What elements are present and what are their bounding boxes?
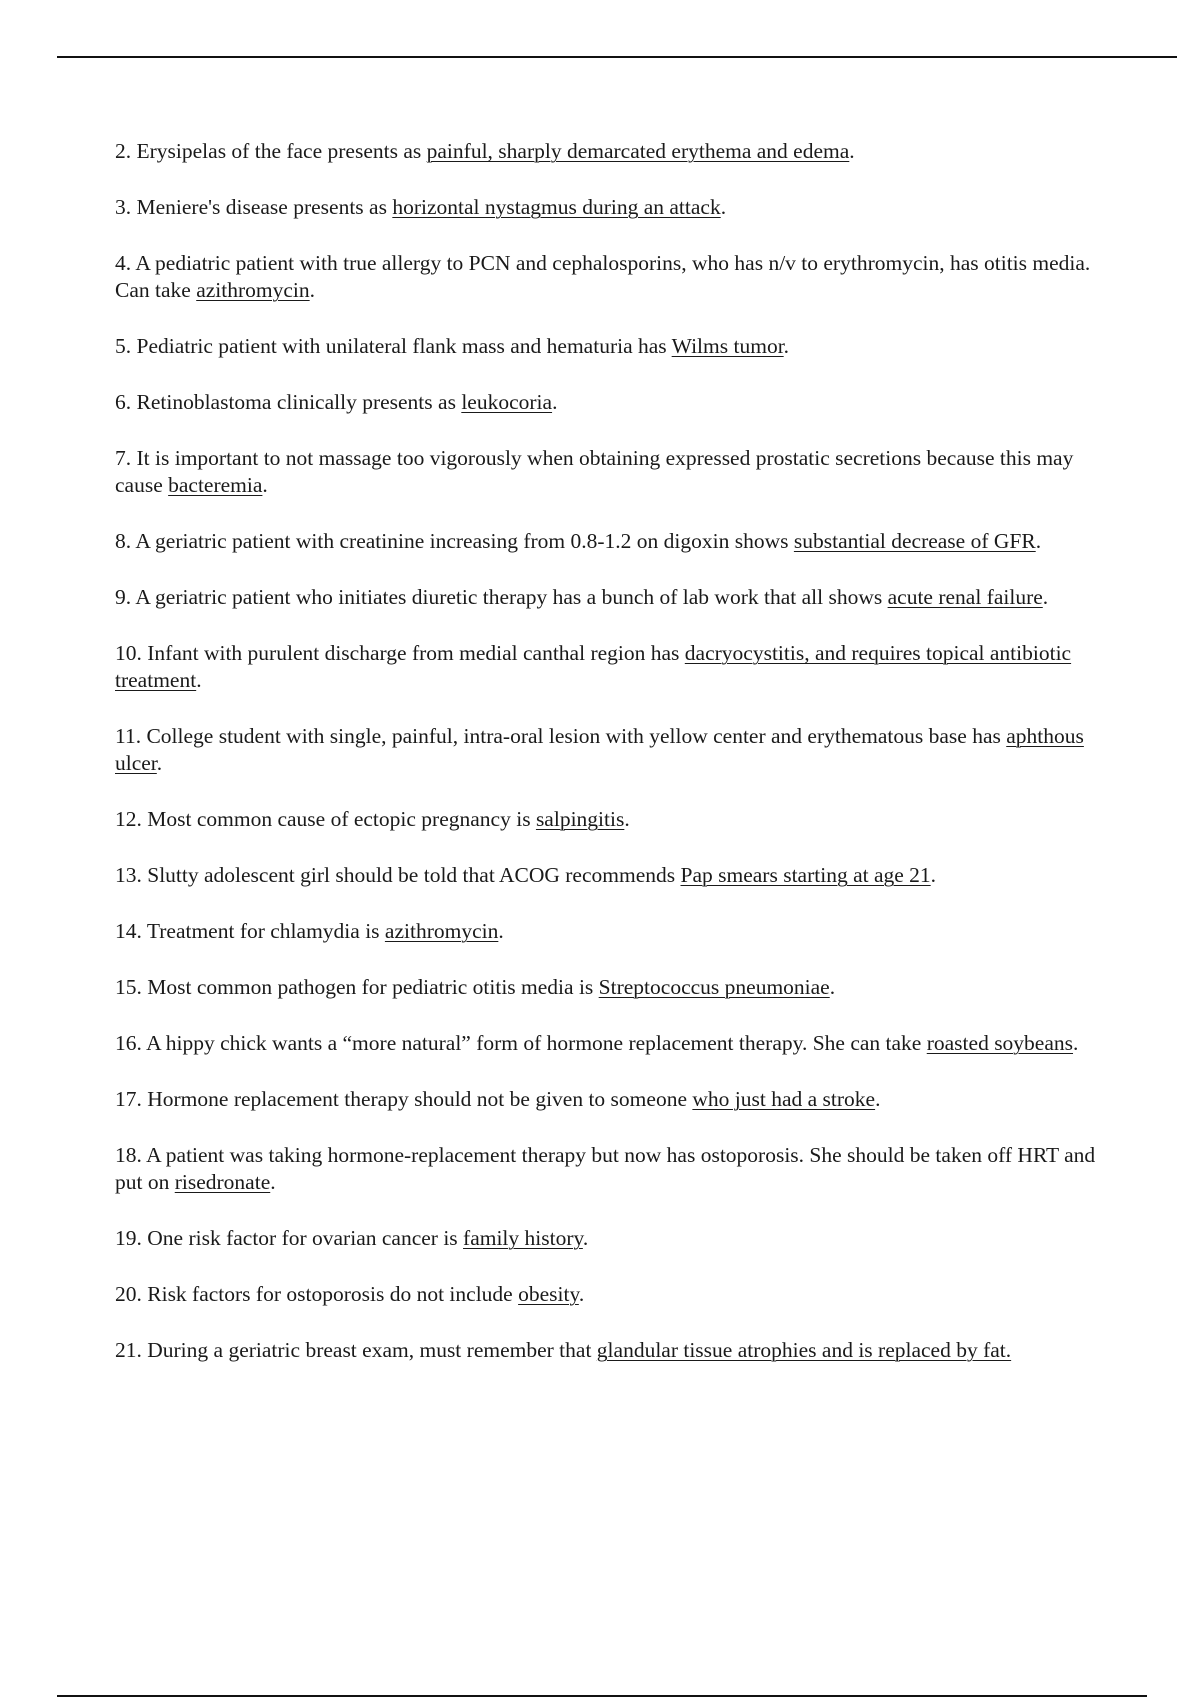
answer-text: dacryocystitis, and requires topical antibiotic treatment xyxy=(115,641,1072,692)
answer-text: substantial decrease of GFR xyxy=(793,529,1036,553)
list-item: 2. Erysipelas of the face presents as painful, sharply demarcated erythema and edema. xyxy=(115,139,855,163)
list-item: 7. It is important to not massage too vigorously when obtaining expressed prostatic secretions because this may cause bacteremia. xyxy=(115,446,1074,497)
answer-text: salpingitis xyxy=(535,807,625,831)
list-item: 15. Most common pathogen for pediatric otitis media is Streptococcus pneumoniae. xyxy=(115,975,836,999)
answer-text: obesity xyxy=(518,1282,579,1306)
list-item: 18. A patient was taking hormone-replacement therapy but now has ostoporosis. She should be taken off HRT and put on risedronate. xyxy=(115,1143,1096,1194)
answer-text: painful, sharply demarcated erythema and edema xyxy=(426,139,850,163)
list-item: 5. Pediatric patient with unilateral flank mass and hematuria has Wilms tumor. xyxy=(115,334,790,358)
list-item: 20. Risk factors for ostoporosis do not include obesity. xyxy=(115,1282,585,1306)
document-body xyxy=(115,138,1100,1393)
answer-text: azithromycin xyxy=(196,278,310,302)
answer-text: Wilms tumor xyxy=(671,334,784,358)
list-item: 3. Meniere's disease presents as horizontal nystagmus during an attack. xyxy=(115,195,727,219)
answer-text: roasted soybeans xyxy=(926,1031,1074,1055)
list-item: 4. A pediatric patient with true allergy to PCN and cephalosporins, who has n/v to erythromycin, has otitis media. Can take azithromycin. xyxy=(115,251,1091,302)
bottom-rule xyxy=(57,1695,1147,1697)
list-item: 17. Hormone replacement therapy should not be given to someone who just had a stroke. xyxy=(115,1087,881,1111)
list-item: 9. A geriatric patient who initiates diuretic therapy has a bunch of lab work that all shows acute renal failure. xyxy=(115,585,1049,609)
list-item: 6. Retinoblastoma clinically presents as leukocoria. xyxy=(115,390,558,414)
answer-text: bacteremia xyxy=(168,473,263,497)
answer-text: azithromycin xyxy=(384,919,499,943)
answer-text: aphthous ulcer xyxy=(115,724,1084,775)
list-item: 8. A geriatric patient with creatinine increasing from 0.8-1.2 on digoxin shows substantial decrease of GFR. xyxy=(115,529,1042,553)
answer-text: who just had a stroke xyxy=(692,1087,876,1111)
answer-text: leukocoria xyxy=(461,390,553,414)
answer-text: glandular tissue atrophies and is replaced by fat. xyxy=(596,1338,1012,1362)
list-item: 21. During a geriatric breast exam, must remember that glandular tissue atrophies and is replaced by fat. xyxy=(115,1338,1012,1362)
list-item: 14. Treatment for chlamydia is azithromycin. xyxy=(115,919,504,943)
answer-text: risedronate xyxy=(174,1170,271,1194)
list-item: 11. College student with single, painful, intra-oral lesion with yellow center and erythematous base has aphthous ulcer. xyxy=(115,724,1084,775)
answer-text: Pap smears starting at age 21 xyxy=(680,863,931,887)
top-rule xyxy=(57,56,1177,58)
list-item: 19. One risk factor for ovarian cancer is family history. xyxy=(115,1226,589,1250)
answer-text: family history xyxy=(463,1226,583,1250)
list-item: 10. Infant with purulent discharge from medial canthal region has dacryocystitis, and requires topical antibiotic treatment. xyxy=(115,641,1072,692)
answer-text: acute renal failure xyxy=(887,585,1043,609)
list-item: 12. Most common cause of ectopic pregnancy is salpingitis. xyxy=(115,807,630,831)
list-item: 13. Slutty adolescent girl should be told that ACOG recommends Pap smears starting at age 21. xyxy=(115,863,937,887)
list-item: 16. A hippy chick wants a “more natural” form of hormone replacement therapy. She can take roasted soybeans. xyxy=(115,1031,1079,1055)
answer-text: Streptococcus pneumoniae xyxy=(598,975,830,999)
answer-text: horizontal nystagmus during an attack xyxy=(392,195,721,219)
